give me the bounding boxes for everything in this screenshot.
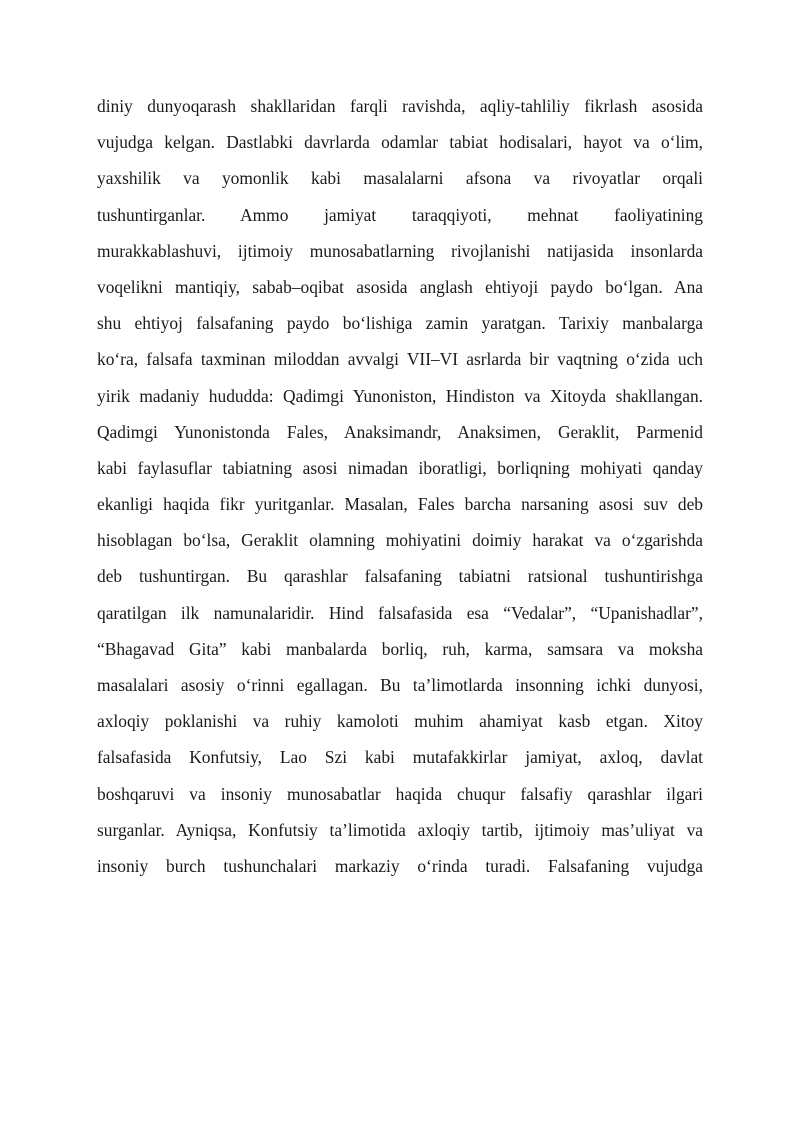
body-text <box>97 88 703 884</box>
text-line: boshqaruvi va insoniy munosabatlar haqida chuqur falsafiy qarashlar ilgari <box>97 783 703 804</box>
text-line: diniy dunyoqarash shakllaridan farqli ravishda, aqliy-tahliliy fikrlash asosida <box>97 96 703 116</box>
text-line: yirik madaniy hududda: Qadimgi Yunoniston, Hindiston va Xitoyda shakllangan. <box>97 385 703 406</box>
text-line: yaxshilik va yomonlik kabi masalalarni afsona va rivoyatlar orqali <box>97 168 703 189</box>
text-line: hisoblagan bo‘lsa, Geraklit olamning mohiyatini doimiy harakat va o‘zgarishda <box>97 530 703 551</box>
text-line: murakkablashuvi, ijtimoiy munosabatlarning rivojlanishi natijasida insonlarda <box>97 240 703 261</box>
text-line: insoniy burch tushunchalari markaziy o‘rinda turadi. Falsafaning vujudga <box>97 855 703 876</box>
text-line: “Bhagavad Gita” kabi manbalarda borliq, ruh, karma, samsara va moksha <box>97 638 703 659</box>
text-line: masalalari asosiy o‘rinni egallagan. Bu ta’limotlarda insonning ichki dunyosi, <box>97 675 703 695</box>
text-line: ko‘ra, falsafa taxminan miloddan avvalgi VII–VI asrlarda bir vaqtning o‘zida uch <box>97 349 703 370</box>
text-line: voqelikni mantiqiy, sabab–oqibat asosida anglash ehtiyoji paydo bo‘lgan. Ana <box>97 276 703 297</box>
text-line: Qadimgi Yunonistonda Fales, Anaksimandr, Anaksimen, Geraklit, Parmenid <box>97 421 703 442</box>
text-line: shu ehtiyoj falsafaning paydo bo‘lishiga zamin yaratgan. Tarixiy manbalarga <box>97 313 703 334</box>
text-line: kabi faylasuflar tabiatning asosi nimadan iboratligi, borliqning mohiyati qanday <box>97 457 703 478</box>
text-line: qaratilgan ilk namunalaridir. Hind falsafasida esa “Vedalar”, “Upanishadlar”, <box>97 602 703 623</box>
text-line: deb tushuntirgan. Bu qarashlar falsafaning tabiatni ratsional tushuntirishga <box>97 566 703 587</box>
text-line: axloqiy poklanishi va ruhiy kamoloti muhim ahamiyat kasb etgan. Xitoy <box>97 711 703 732</box>
text-line: tushuntirganlar. Ammo jamiyat taraqqiyoti, mehnat faoliyatining <box>97 204 703 225</box>
text-line: ekanligi haqida fikr yuritganlar. Masalan, Fales barcha narsaning asosi suv deb <box>97 494 703 515</box>
text-line: falsafasida Konfutsiy, Lao Szi kabi mutafakkirlar jamiyat, axloq, davlat <box>97 747 703 768</box>
text-line: surganlar. Ayniqsa, Konfutsiy ta’limotida axloqiy tartib, ijtimoiy mas’uliyat va <box>97 819 703 840</box>
text-line: vujudga kelgan. Dastlabki davrlarda odamlar tabiat hodisalari, hayot va o‘lim, <box>97 132 703 153</box>
